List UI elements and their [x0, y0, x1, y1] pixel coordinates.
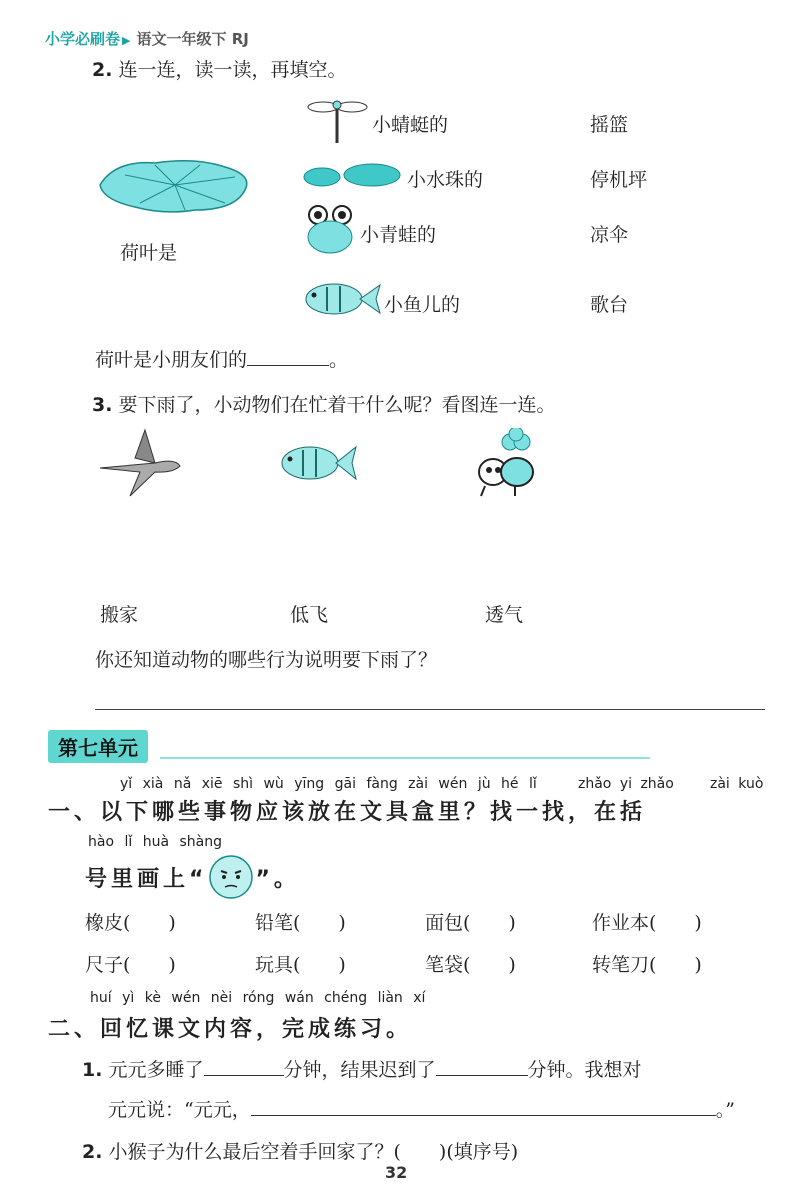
s1-line-1: 一、以下哪些事物应该放在文具盒里？找一找，在括: [48, 800, 647, 825]
series-title: 小学必刷卷: [45, 30, 121, 48]
thing-cradle: 摇篮: [590, 114, 629, 136]
s1-pinyin-2: hào lǐ huà shàng: [88, 834, 222, 850]
item-bread[interactable]: 面包( ): [425, 912, 516, 934]
item-notebook[interactable]: 作业本( ): [592, 912, 702, 934]
lotus-leaf-image: [95, 155, 255, 215]
page-header: [45, 28, 249, 49]
action-move: 搬家: [100, 604, 139, 626]
s2-q2-text: 小猴子为什么最后空着手回家了？( )(填序号): [108, 1141, 519, 1163]
q3-number: 3.: [92, 394, 113, 416]
s2-q1-c: 分钟。我想对: [527, 1059, 642, 1081]
q2-fill-prefix: 荷叶是小朋友们的: [95, 349, 248, 371]
ant-icon: [455, 428, 545, 498]
s1-pinyin-1c: zài kuò: [710, 776, 764, 792]
s1-pinyin-1: yǐ xià nǎ xiē shì wù yīng gāi fàng zài wén jù hé lǐ: [120, 776, 537, 792]
q2-heading: [92, 55, 347, 82]
triangle-icon: ▶: [122, 34, 131, 47]
item-eraser[interactable]: 橡皮( ): [85, 912, 176, 934]
s1-line-2a: 号里画上“: [85, 867, 208, 892]
subject-label: 语文一年级下 RJ: [136, 30, 249, 48]
s1-line-2: [85, 853, 300, 907]
unit-title: 第七单元: [48, 730, 148, 763]
action-fly-low: 低飞: [290, 604, 329, 626]
frog-icon: [302, 205, 360, 257]
fish-icon: [302, 277, 382, 322]
s2-q2-line: [82, 1137, 518, 1164]
q2-title: 连一连，读一读，再填空。: [118, 59, 347, 81]
s2-title: 二、回忆课文内容，完成练习。: [48, 1017, 413, 1042]
s2-q1-line-2: [108, 1095, 735, 1122]
item-pencil-case[interactable]: 笔袋( ): [425, 954, 516, 976]
s2-q1-a: 元元多睡了: [108, 1059, 204, 1081]
unit-divider: [160, 757, 650, 759]
q3-title: 要下雨了，小动物们在忙着干什么呢？看图连一连。: [118, 394, 556, 416]
item-sharpener[interactable]: 转笔刀( ): [592, 954, 702, 976]
s2-q2-number: 2.: [82, 1141, 103, 1163]
s2-q1-b: 分钟，结果迟到了: [283, 1059, 436, 1081]
item-ruler[interactable]: 尺子( ): [85, 954, 176, 976]
s2-q1-d: 元元说：“元元，: [108, 1099, 251, 1121]
q2-number: 2.: [92, 59, 113, 81]
q3-question: 你还知道动物的哪些行为说明要下雨了？: [95, 649, 438, 671]
swallow-icon: [95, 428, 185, 498]
s2-q1-e: 。”: [715, 1099, 735, 1121]
animal-fish: 小鱼儿的: [384, 294, 461, 316]
dragonfly-icon: [305, 95, 370, 145]
action-breathe: 透气: [485, 604, 524, 626]
q2-fill-line: [95, 345, 348, 372]
leaf-label: 荷叶是: [120, 242, 178, 264]
q2-fill-suffix: 。: [329, 349, 349, 371]
s2-pinyin: huí yì kè wén nèi róng wán chéng liàn xí: [90, 990, 426, 1006]
s1-line-2b: ”。: [255, 867, 300, 892]
s2-q1-blank-3[interactable]: [251, 1097, 716, 1116]
animal-frog: 小青蛙的: [360, 224, 437, 246]
s2-q1-line: [82, 1055, 642, 1082]
s1-pinyin-1b: zhǎo yi zhǎo: [578, 776, 674, 792]
thing-apron: 停机坪: [590, 169, 648, 191]
animal-waterdrop: 小水珠的: [407, 169, 484, 191]
item-toy[interactable]: 玩具( ): [255, 954, 346, 976]
answer-line[interactable]: [95, 709, 765, 710]
fish-icon-2: [278, 437, 358, 489]
page-number: 32: [385, 1163, 408, 1182]
s2-q1-blank-2[interactable]: [436, 1057, 528, 1076]
s2-q1-number: 1.: [82, 1059, 103, 1081]
s2-q1-blank-1[interactable]: [204, 1057, 284, 1076]
thing-umbrella: 凉伞: [590, 224, 629, 246]
thing-stage: 歌台: [590, 294, 629, 316]
q2-blank[interactable]: [247, 347, 329, 366]
q3-heading: [92, 390, 556, 417]
animal-dragonfly: 小蜻蜓的: [372, 114, 449, 136]
water-drops-icon: [302, 162, 407, 190]
item-pencil[interactable]: 铅笔( ): [255, 912, 346, 934]
smiley-icon: [207, 853, 255, 907]
